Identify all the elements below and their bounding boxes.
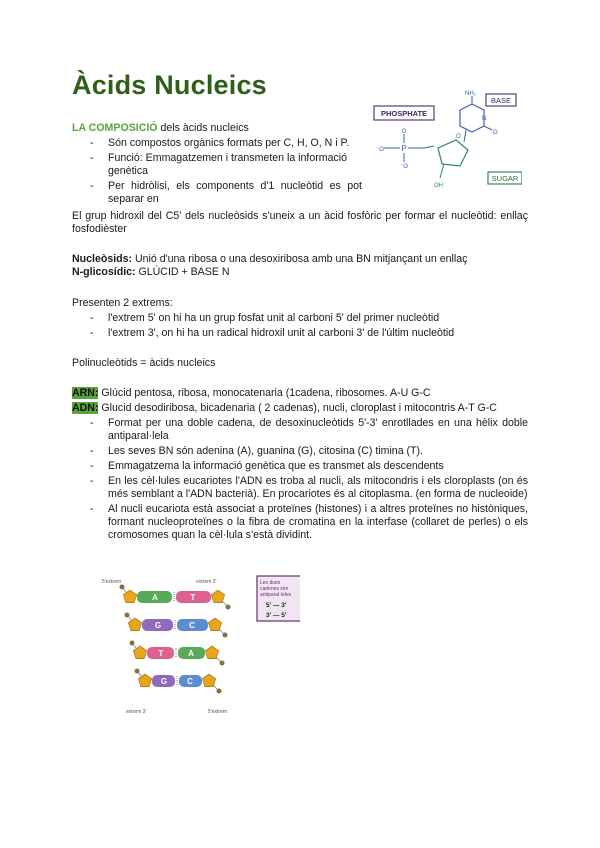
extrems-list xyxy=(90,312,530,342)
end-label-bottom-left: extrem 3' xyxy=(126,709,147,715)
list-item: - Format per una doble cadena, de desoxinucleòtids 5'-3' enrotllades en una hèlix doble antiparal·lela xyxy=(90,417,528,442)
list-item: - l'extrem 5' on hi ha un grup fosfat unit al carboni 5' del primer nucleòtid xyxy=(90,312,440,324)
legend-direction-2: 3' — 5' xyxy=(266,612,287,619)
base-letter: G xyxy=(154,621,162,630)
adn-line: ADN: Glucid desodiribosa, bicadenaria ( 2 cadenas), nucli, cloroplast i mitocontris A-T G-C xyxy=(72,402,497,414)
sugar-mark xyxy=(202,674,215,687)
sugar-mark xyxy=(211,590,224,603)
polinucleotids-text: Polinucleòtids = àcids nucleics xyxy=(72,357,216,369)
end-label-top-right: extrem 3' xyxy=(196,579,217,585)
composicio-heading xyxy=(72,122,249,135)
sugar-ring xyxy=(438,140,468,166)
sugar-mark xyxy=(133,646,146,659)
base-letter: A xyxy=(188,649,194,658)
end-label-top-left: 5'extrem xyxy=(102,579,122,585)
base-ring xyxy=(460,104,487,132)
sugar-mark xyxy=(128,618,141,631)
extrems-intro: Presenten 2 extrems: xyxy=(72,297,173,309)
list-item: - En les cèl·lules eucariotes l'ADN es troba al nucli, als mitocondris i els cloroplasts (on és més semblant a l'ADN bacterià). En procariotes és al citoplasma. (en forma de nucleoide) xyxy=(90,475,528,500)
sugar-mark xyxy=(208,618,221,631)
list-item: - Emmagatzema la informació genètica que es transmet als descendents xyxy=(90,460,444,472)
base-letter: C xyxy=(189,621,195,630)
list-item: - Per hidròlisi, els components d'1 nucleòtid es pot separar en xyxy=(90,180,362,205)
list-item: - Al nucli eucariota està associat a proteïnes (histones) i a altres proteïnes no històniques, formant nucleoproteïnes o la fibra de cromatina en la interfase (collaret de perles) o els cromosomes quan la cèl·lula s'està dividint. xyxy=(90,503,528,541)
sugar-mark xyxy=(205,646,218,659)
hidroxil-paragraph: El grup hidroxil del C5' dels nucleòsids s'uneix a un àcid fosfòric per formar el nucleòtid: enllaç fosfodièster xyxy=(72,210,528,235)
amino-group: NH₂ xyxy=(465,91,476,97)
base-letter: C xyxy=(187,677,193,686)
composicio-rest: dels àcids nucleics xyxy=(157,122,249,134)
sugar-mark xyxy=(123,590,136,603)
sugar-mark xyxy=(138,674,151,687)
dna-double-strand-figure xyxy=(100,575,300,715)
nucleosids-label: Nucleòsids: xyxy=(72,253,133,265)
phosphorus-atom: P xyxy=(401,144,407,153)
base-letter: T xyxy=(190,593,196,602)
page-title: Àcids Nucleics xyxy=(72,70,267,100)
base-label: BASE xyxy=(490,96,512,105)
base-oxygen: O xyxy=(493,130,498,136)
list-item: - l'extrem 3', on hi ha un radical hidroxil unit al carboni 3' de l'últim nucleòtid xyxy=(90,327,455,339)
base-letter: T xyxy=(158,649,164,658)
arn-label: ARN: xyxy=(72,387,99,399)
nucleotide-structure-figure xyxy=(372,88,522,196)
end-label-bottom-right: 5'extrem xyxy=(208,709,228,715)
base-letter: A xyxy=(152,593,158,602)
list-item: - Les seves BN són adenina (A), guanina (G), citosina (C) timina (T). xyxy=(90,445,423,457)
legend-line-2: cadenes són xyxy=(260,586,289,592)
phosphate-group xyxy=(384,134,434,162)
composicio-label: LA COMPOSICIÓ xyxy=(72,122,158,134)
oxygen-top: O xyxy=(401,129,407,135)
sugar-oxygen: O xyxy=(456,134,461,140)
phosphate-label: PHOSPHATE xyxy=(380,109,428,118)
base-nitrogen: N xyxy=(482,116,487,122)
dna-marks xyxy=(120,585,231,694)
oxygen-minus-1: ⁻O xyxy=(376,147,384,153)
legend-line-3: antiparal·leles xyxy=(260,592,292,598)
list-item: - Són compostos orgànics formats per C, H, O, N i P. xyxy=(90,137,350,149)
legend-line-1: Les dues xyxy=(260,580,281,586)
nucleosids-paragraph: Nucleòsids: Unió d'una ribosa o una desoxiribosa amb una BN mitjançant un enllaç N-glicosídic: GLÚCID + BASE N xyxy=(72,253,468,278)
composicio-list xyxy=(90,137,362,208)
n-glicosidic-label: N-glicosídic: xyxy=(72,266,136,278)
adn-list xyxy=(90,417,528,544)
oxygen-minus-2: ⁻O xyxy=(400,164,408,170)
sugar-label: SUGAR xyxy=(491,174,519,183)
legend-direction-1: 5' — 3' xyxy=(266,602,287,609)
base-letter: G xyxy=(160,677,168,686)
sugar-hydroxyl: OH xyxy=(434,183,443,189)
arn-line: ARN: Glúcid pentosa, ribosa, monocatenaria (1cadena, ribosomes. A-U G-C xyxy=(72,387,431,399)
list-item: - Funció: Emmagatzemen i transmeten la informació genètica xyxy=(90,152,348,177)
adn-label: ADN: xyxy=(72,402,99,414)
